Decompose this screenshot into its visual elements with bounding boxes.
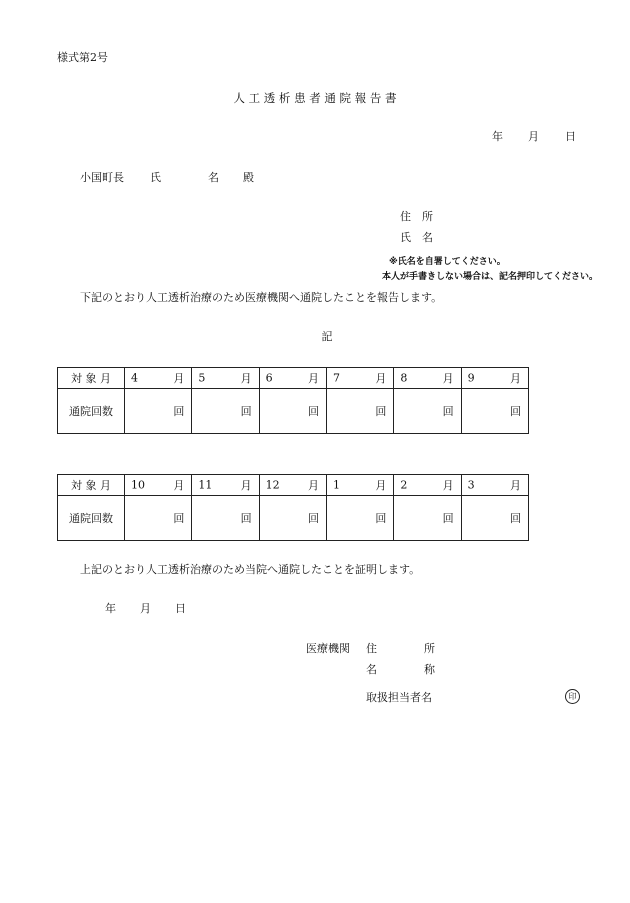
visit-count-cell[interactable] <box>192 496 259 541</box>
visit-table-apr-sep <box>57 367 529 434</box>
institution-address-label-a: 住 <box>366 642 377 655</box>
visit-count-cell[interactable] <box>259 389 326 434</box>
month-unit: 月 <box>375 372 387 385</box>
target-month-label: 対 象 月 <box>58 368 125 389</box>
certify-year-label: 年 <box>105 602 116 615</box>
report-statement: 下記のとおり人工透析治療のため医療機関へ通院したことを報告します。 <box>80 291 443 304</box>
note-self-sign: ※氏名を自署してください。 <box>389 257 506 267</box>
month-unit: 月 <box>240 372 252 385</box>
applicant-name-label: 氏 名 <box>400 231 433 244</box>
date-day-label: 日 <box>565 130 576 143</box>
month-unit: 月 <box>307 372 319 385</box>
institution-label: 医療機関 <box>306 642 350 655</box>
visit-count-cell[interactable] <box>125 496 192 541</box>
month-cell <box>259 368 326 389</box>
month-number: 4 <box>131 371 138 385</box>
date-month-label: 月 <box>528 130 539 143</box>
visit-count-cell[interactable] <box>394 389 461 434</box>
visit-table-oct-mar <box>57 474 529 541</box>
month-cell <box>192 475 259 496</box>
visit-count-cell[interactable] <box>259 496 326 541</box>
visit-count-cell[interactable] <box>326 496 393 541</box>
count-unit: 回 <box>307 512 319 525</box>
count-unit: 回 <box>442 405 454 418</box>
month-unit: 月 <box>442 479 454 492</box>
certify-month-label: 月 <box>140 602 151 615</box>
month-cell <box>394 368 461 389</box>
visit-count-cell[interactable] <box>461 389 528 434</box>
month-cell <box>394 475 461 496</box>
count-unit: 回 <box>442 512 454 525</box>
count-unit: 回 <box>173 405 185 418</box>
month-number: 2 <box>400 478 408 492</box>
month-unit: 月 <box>307 479 319 492</box>
form-number: 様式第2号 <box>57 51 108 64</box>
visit-count-cell[interactable] <box>326 389 393 434</box>
certify-statement: 上記のとおり人工透析治療のため当院へ通院したことを証明します。 <box>80 563 421 576</box>
addressee-mei: 名 <box>208 171 219 184</box>
month-unit: 月 <box>240 479 252 492</box>
institution-name-label-b: 称 <box>424 663 435 676</box>
institution-name-label-a: 名 <box>366 663 377 676</box>
count-unit: 回 <box>375 512 387 525</box>
month-unit: 月 <box>510 479 521 492</box>
month-number: 11 <box>198 478 213 492</box>
count-unit: 回 <box>510 512 521 525</box>
visit-count-cell[interactable] <box>461 496 528 541</box>
certify-day-label: 日 <box>175 602 186 615</box>
ki-heading: 記 <box>321 330 333 343</box>
visit-count-cell[interactable] <box>192 389 259 434</box>
count-unit: 回 <box>173 512 185 525</box>
note-seal: 本人が手書きしない場合は、記名押印してください。 <box>382 272 599 282</box>
month-number: 6 <box>265 371 273 385</box>
month-number: 5 <box>198 371 206 385</box>
visit-count-cell[interactable] <box>394 496 461 541</box>
month-unit: 月 <box>510 372 521 385</box>
institution-address-label-b: 所 <box>424 642 435 655</box>
visit-count-label: 通院回数 <box>58 496 125 541</box>
addressee-office: 小国町長 <box>80 171 124 184</box>
count-unit: 回 <box>375 405 387 418</box>
count-unit: 回 <box>240 405 252 418</box>
month-cell <box>125 475 192 496</box>
month-cell <box>259 475 326 496</box>
addressee-shi: 氏 <box>150 171 161 184</box>
seal-mark: 印 <box>565 689 580 704</box>
month-unit: 月 <box>173 372 185 385</box>
month-number: 8 <box>400 371 408 385</box>
month-unit: 月 <box>173 479 185 492</box>
month-number: 3 <box>467 478 475 492</box>
count-unit: 回 <box>240 512 252 525</box>
count-unit: 回 <box>510 405 521 418</box>
month-number: 10 <box>131 478 145 492</box>
document-title: 人 工 透 析 患 者 通 院 報 告 書 <box>233 91 397 105</box>
month-number: 12 <box>265 478 280 492</box>
visit-count-cell[interactable] <box>125 389 192 434</box>
visit-count-label: 通院回数 <box>58 389 125 434</box>
month-number: 7 <box>332 371 340 385</box>
month-unit: 月 <box>442 372 454 385</box>
month-cell <box>326 368 393 389</box>
count-unit: 回 <box>307 405 319 418</box>
person-in-charge-label: 取扱担当者名 <box>366 691 432 704</box>
month-number: 1 <box>332 478 340 492</box>
month-number: 9 <box>467 371 475 385</box>
date-year-label: 年 <box>492 130 503 143</box>
addressee-den: 殿 <box>243 171 254 184</box>
month-cell <box>326 475 393 496</box>
target-month-label: 対 象 月 <box>58 475 125 496</box>
applicant-address-label: 住 所 <box>400 210 433 223</box>
month-cell <box>461 475 528 496</box>
month-cell <box>461 368 528 389</box>
month-cell <box>192 368 259 389</box>
month-unit: 月 <box>375 479 387 492</box>
month-cell <box>125 368 192 389</box>
